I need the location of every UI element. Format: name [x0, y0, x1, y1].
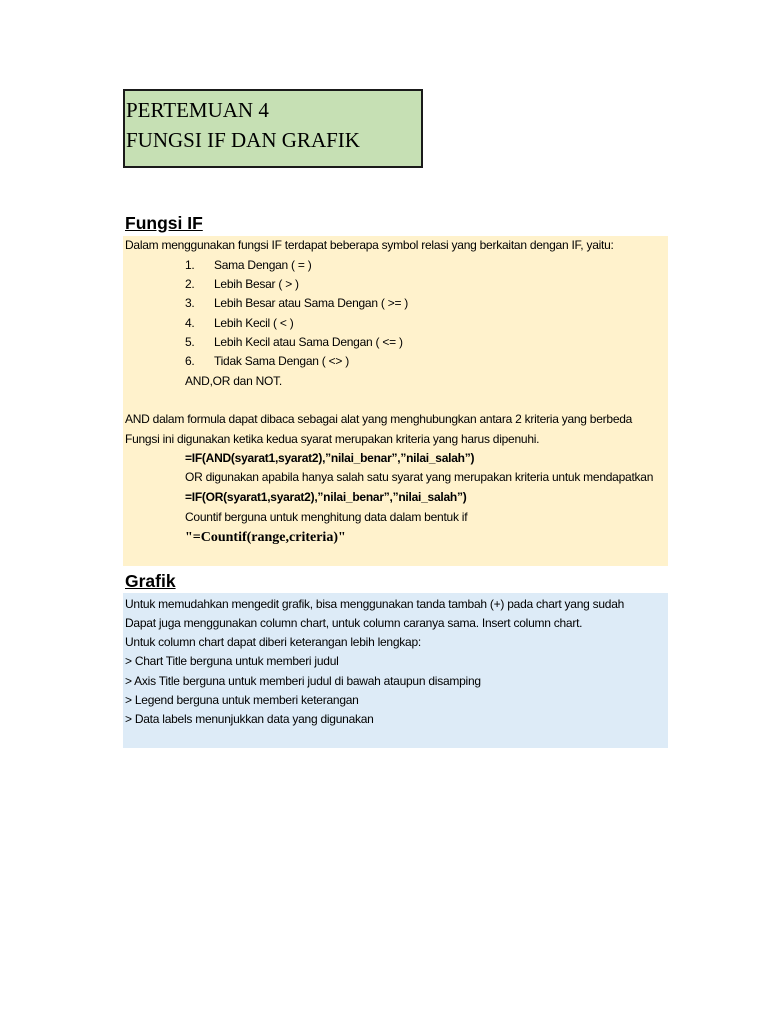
grafik-line: Untuk column chart dapat diberi keterangan lebih lengkap:: [125, 635, 421, 649]
list-item-number: 6.: [185, 354, 195, 368]
or-formula: =IF(OR(syarat1,syarat2),”nilai_benar”,”nilai_salah”): [185, 490, 467, 504]
grafik-panel: [123, 593, 668, 748]
grafik-line: Untuk memudahkan mengedit grafik, bisa menggunakan tanda tambah (+) pada chart yang sudah: [125, 597, 625, 611]
grafik-line: > Legend berguna untuk memberi keterangan: [125, 693, 359, 707]
list-item-number: 5.: [185, 335, 195, 349]
list-item-text: Lebih Kecil atau Sama Dengan ( <= ): [214, 335, 403, 349]
list-item-text: Sama Dengan ( = ): [214, 258, 312, 272]
title-box: [123, 89, 423, 168]
list-item-text: Lebih Kecil ( < ): [214, 316, 294, 330]
and-formula: =IF(AND(syarat1,syarat2),”nilai_benar”,”nilai_salah”): [185, 451, 475, 465]
list-item-text: Lebih Besar atau Sama Dengan ( >= ): [214, 296, 409, 310]
grafik-line: > Axis Title berguna untuk memberi judul di bawah ataupun disamping: [125, 674, 481, 688]
list-item-number: 4.: [185, 316, 195, 330]
list-item-number: 1.: [185, 258, 195, 272]
list-item-text: Tidak Sama Dengan ( <> ): [214, 354, 349, 368]
grafik-line: > Data labels menunjukkan data yang digunakan: [125, 712, 374, 726]
fungsi-if-panel: [123, 236, 668, 566]
list-item-number: 3.: [185, 296, 195, 310]
heading-grafik: Grafik: [125, 571, 176, 591]
and-description-2: Fungsi ini digunakan ketika kedua syarat merupakan kriteria yang harus dipenuhi.: [125, 432, 540, 446]
and-description: AND dalam formula dapat dibaca sebagai alat yang menghubungkan antara 2 kriteria yang berbeda: [125, 412, 633, 426]
list-item-number: 2.: [185, 277, 195, 291]
grafik-line: > Chart Title berguna untuk memberi judul: [125, 654, 339, 668]
countif-formula: "=Countif(range,criteria)": [185, 530, 346, 545]
if-intro: Dalam menggunakan fungsi IF terdapat beberapa symbol relasi yang berkaitan dengan IF, yaitu:: [125, 238, 614, 252]
title-line-1: PERTEMUAN 4: [126, 98, 269, 122]
countif-description: Countif berguna untuk menghitung data dalam bentuk if: [185, 510, 468, 524]
or-description: OR digunakan apabila hanya salah satu syarat yang merupakan kriteria untuk mendapatkan: [185, 470, 654, 484]
list-item-text: Lebih Besar ( > ): [214, 277, 299, 291]
grafik-line: Dapat juga menggunakan column chart, untuk column caranya sama. Insert column chart.: [125, 616, 583, 630]
heading-fungsi-if: Fungsi IF: [125, 213, 203, 233]
logical-operators: AND,OR dan NOT.: [185, 374, 282, 388]
title-line-2: FUNGSI IF DAN GRAFIK: [126, 128, 360, 152]
